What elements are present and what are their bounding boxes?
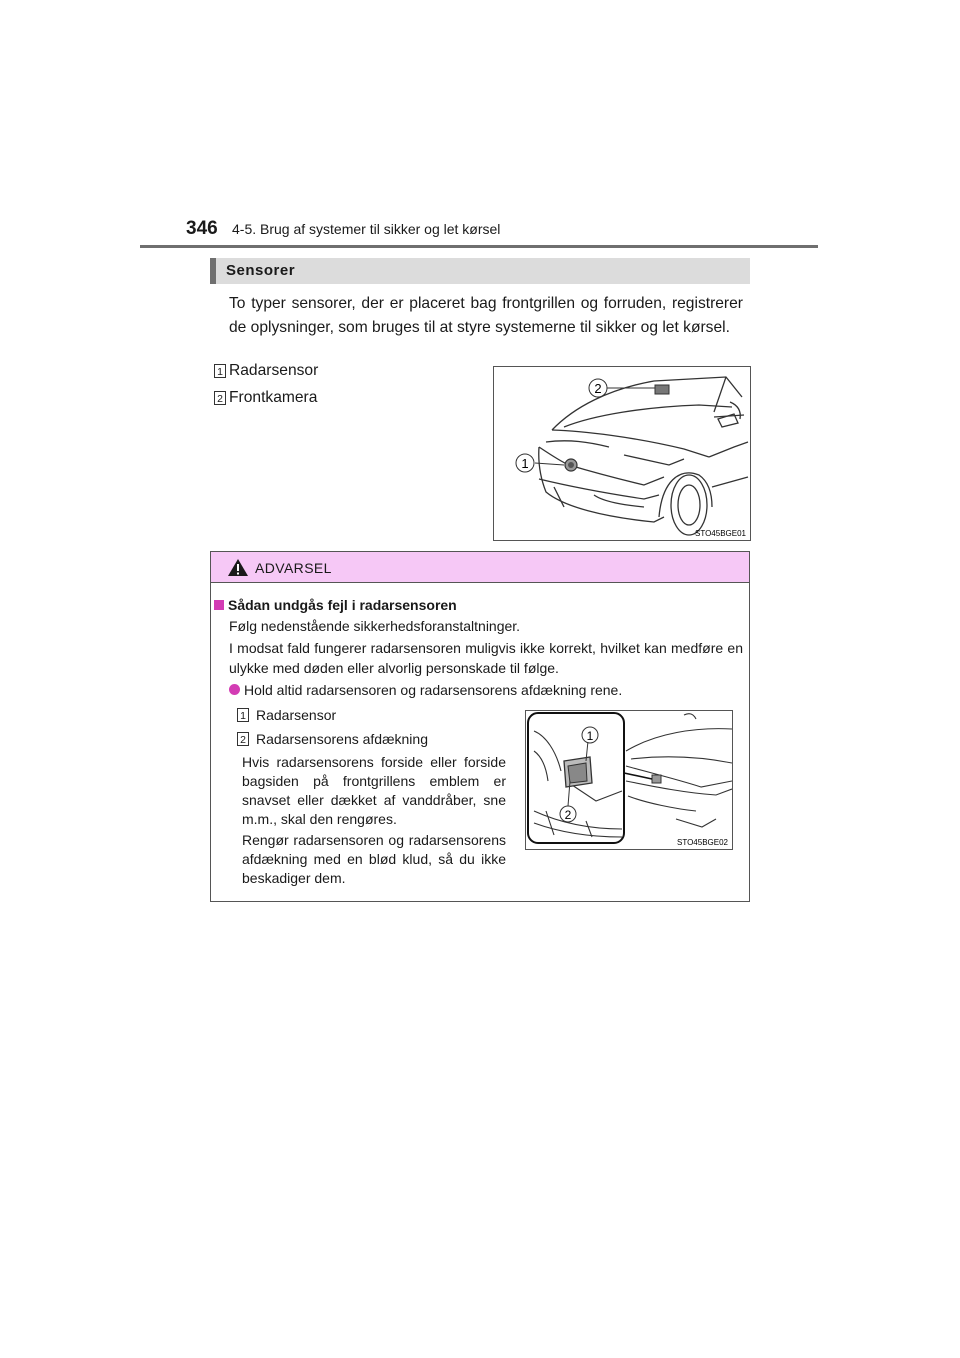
list-item-camera: Frontkamera [229,389,318,406]
car-front-figure [493,366,751,541]
radar-cover-figure [525,710,733,850]
section-header [210,258,750,284]
header-rule [140,245,818,248]
figure2-callout-1: 1 [586,729,594,743]
warning-para-3: Hvis radarsensorens forside eller forside bagsiden på frontgrillens emblem er snavset eller dækket af vanddråber, sne m.m., skal den rengøres. [242,754,506,827]
warning-label: ADVARSEL [255,560,332,576]
warning-para-1: Følg nedenstående sikkerhedsforanstaltninger. [229,618,521,634]
round-bullet-icon [229,684,240,695]
warning-heading-text: Sådan undgås fejl i radarsensoren [228,597,457,613]
warning-bullet-text: Hold altid radarsensoren og radarsensorens afdækning rene. [244,682,623,698]
section-header-bar [210,258,216,284]
figure-code: STO45BGE01 [695,529,746,538]
chapter-title: 4-5. Brug af systemer til sikker og let kørsel [232,221,501,237]
warning-heading [214,595,457,615]
figure2-code: STO45BGE02 [677,838,728,847]
list-number-badge: 2 [237,732,249,746]
warning-triangle-icon [227,558,249,577]
warning-para-2: I modsat fald fungerer radarsensoren muligvis ikke korrekt, hvilket kan medføre en ulykke med døden eller alvorlig personskade til følge. [229,640,743,676]
warning-item-radar: Radarsensor [256,707,337,723]
figure-callout-2: 2 [594,381,602,396]
intro-paragraph: To typer sensorer, der er placeret bag frontgrillen og forruden, registrerer de oplysninger, som bruges til at styre systemerne til sikker og let kørsel. [229,295,743,336]
page-number: 346 [186,218,218,239]
list-number-badge: 1 [237,708,249,722]
section-title: Sensorer [226,262,296,279]
list-item-radar: Radarsensor [229,362,319,379]
figure-callout-1: 1 [521,456,529,471]
square-bullet-icon [214,600,224,610]
list-number-badge: 2 [214,391,226,405]
warning-header [211,552,749,583]
warning-item-cover: Radarsensorens afdækning [256,731,428,747]
figure2-callout-2: 2 [564,808,572,822]
warning-para-4: Rengør radarsensoren og radarsensorens afdækning med en blød klud, så du ikke beskadiger dem. [242,832,506,886]
warning-bullet [229,680,622,700]
list-number-badge: 1 [214,364,226,378]
